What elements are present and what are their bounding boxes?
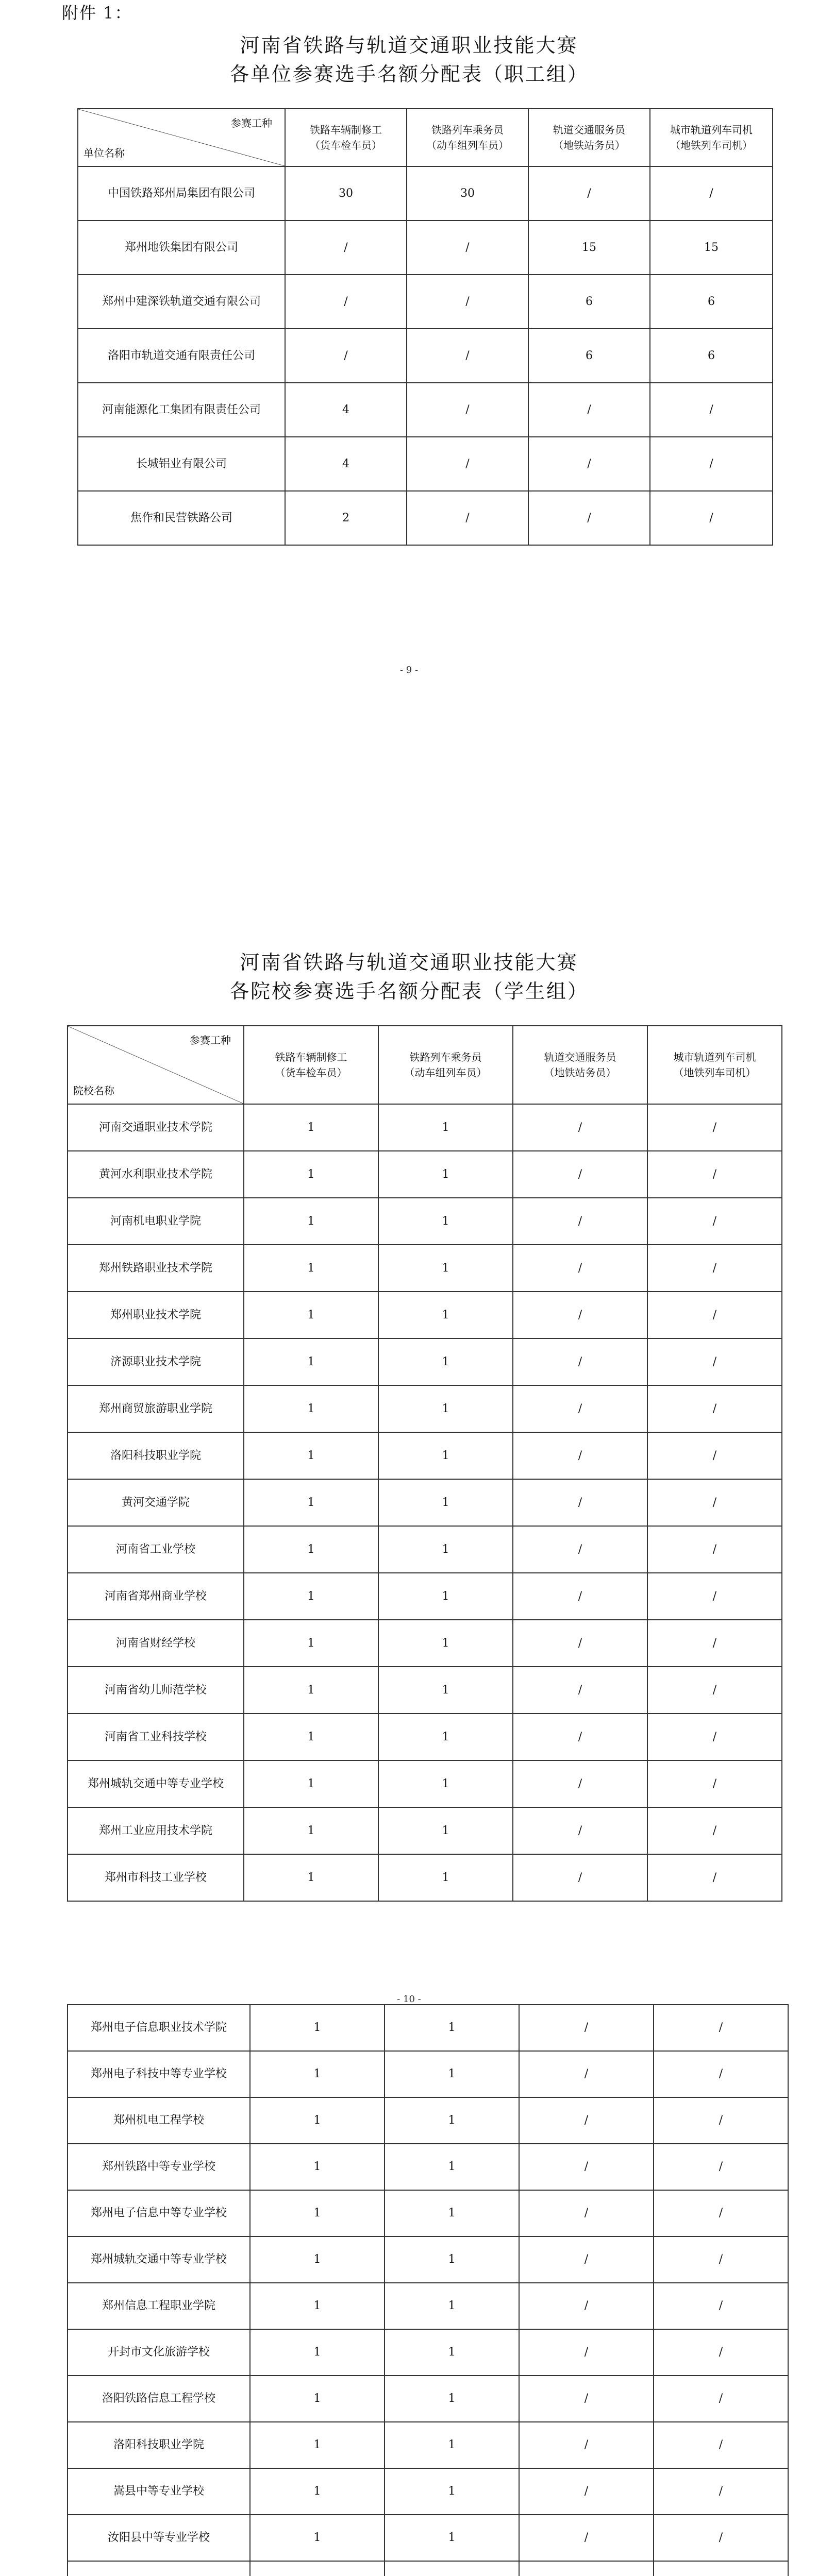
table-row: [68, 2190, 788, 2236]
table-row: [68, 2561, 788, 2576]
org-name-cell: 河南能源化工集团有限责任公司: [78, 383, 285, 437]
quota-cell: /: [650, 437, 773, 491]
org-name-cell: 郑州商贸旅游职业学院: [68, 1385, 244, 1432]
column-header: [650, 109, 773, 166]
quota-cell: /: [647, 1667, 782, 1714]
table-row: [68, 2376, 788, 2422]
quota-cell: 1: [244, 1245, 378, 1292]
quota-cell: /: [654, 2005, 788, 2051]
quota-cell: /: [513, 1526, 647, 1573]
quota-cell: 1: [250, 2283, 385, 2329]
table-row: [78, 329, 773, 383]
quota-cell: 1: [385, 2144, 519, 2190]
column-header: [407, 109, 528, 166]
quota-cell: /: [654, 2051, 788, 2097]
quota-cell: /: [654, 2236, 788, 2283]
quota-cell: /: [647, 1432, 782, 1479]
quota-cell: 1: [250, 2144, 385, 2190]
quota-cell: /: [407, 437, 528, 491]
quota-cell: 1: [385, 2283, 519, 2329]
quota-cell: 30: [285, 166, 407, 221]
quota-cell: /: [513, 1198, 647, 1245]
quota-cell: [519, 2561, 654, 2576]
table-row: [68, 1854, 782, 1901]
org-name-cell: 河南省财经学校: [68, 1620, 244, 1667]
table-row: [68, 2422, 788, 2468]
column-header-name: 铁路列车乘务员: [409, 1051, 482, 1063]
quota-cell: 1: [244, 1432, 378, 1479]
quota-cell: /: [513, 1151, 647, 1198]
staff-title-line1: 河南省铁路与轨道交通职业技能大赛: [240, 34, 578, 57]
quota-cell: /: [650, 166, 773, 221]
org-name-cell: 河南机电职业学院: [68, 1198, 244, 1245]
quota-cell: /: [513, 1620, 647, 1667]
table-row: [68, 2144, 788, 2190]
column-header-name: 轨道交通服务员: [553, 124, 625, 136]
quota-cell: 1: [244, 1479, 378, 1526]
org-name-cell: 郑州机电工程学校: [68, 2097, 250, 2144]
quota-cell: 6: [650, 329, 773, 383]
org-name-cell: 黄河水利职业技术学院: [68, 1151, 244, 1198]
quota-cell: /: [647, 1573, 782, 1620]
org-name-cell: 郑州城轨交通中等专业学校: [68, 2236, 250, 2283]
quota-cell: /: [528, 437, 650, 491]
table-row: [68, 1479, 782, 1526]
table-row: [68, 1573, 782, 1620]
quota-cell: 1: [378, 1292, 513, 1338]
quota-cell: 6: [650, 275, 773, 329]
quota-cell: /: [528, 166, 650, 221]
corner-cell: [78, 109, 285, 166]
quota-cell: 1: [244, 1807, 378, 1854]
org-name-cell: 中国铁路郑州局集团有限公司: [78, 166, 285, 221]
student-allocation-table-part2: [67, 2004, 789, 2576]
quota-cell: 1: [378, 1807, 513, 1854]
quota-cell: 1: [244, 1760, 378, 1807]
table-row: [68, 1198, 782, 1245]
quota-cell: /: [654, 2144, 788, 2190]
table-row: [78, 221, 773, 275]
table-row: [68, 1432, 782, 1479]
quota-cell: /: [528, 491, 650, 545]
org-name-cell: 焦作和民营铁路公司: [78, 491, 285, 545]
quota-cell: /: [654, 2190, 788, 2236]
quota-cell: /: [519, 2468, 654, 2515]
quota-cell: 1: [385, 2005, 519, 2051]
quota-cell: [654, 2561, 788, 2576]
quota-cell: 4: [285, 437, 407, 491]
table-row: [78, 491, 773, 545]
quota-cell: /: [513, 1807, 647, 1854]
org-name-cell: 郑州铁路中等专业学校: [68, 2144, 250, 2190]
corner-top-label: 参赛工种: [231, 117, 272, 129]
quota-cell: 1: [385, 2190, 519, 2236]
quota-cell: 4: [285, 383, 407, 437]
quota-cell: /: [654, 2422, 788, 2468]
org-name-cell: 洛阳铁路信息工程学校: [68, 2376, 250, 2422]
quota-cell: /: [519, 2051, 654, 2097]
table-row: [68, 1338, 782, 1385]
table-row: [68, 1714, 782, 1760]
staff-title: [0, 31, 818, 89]
quota-cell: 1: [385, 2051, 519, 2097]
quota-cell: 1: [378, 1245, 513, 1292]
table-row: [78, 437, 773, 491]
column-header: [244, 1026, 378, 1104]
quota-cell: 1: [385, 2468, 519, 2515]
quota-cell: /: [647, 1760, 782, 1807]
quota-cell: 1: [244, 1104, 378, 1151]
quota-cell: 1: [378, 1198, 513, 1245]
quota-cell: /: [647, 1385, 782, 1432]
quota-cell: 1: [244, 1385, 378, 1432]
org-name-cell: 洛阳科技职业学院: [68, 1432, 244, 1479]
quota-cell: /: [647, 1854, 782, 1901]
table-row: [68, 1245, 782, 1292]
org-name-cell: 济源职业技术学院: [68, 1338, 244, 1385]
table-row: [68, 2515, 788, 2561]
org-name-cell: 汝阳县中等专业学校: [68, 2515, 250, 2561]
staff-allocation-table: [77, 108, 773, 546]
column-header-name: 城市轨道列车司机: [673, 1051, 756, 1063]
quota-cell: 1: [385, 2422, 519, 2468]
quota-cell: 1: [244, 1714, 378, 1760]
org-name-cell: 郑州电子信息中等专业学校: [68, 2190, 250, 2236]
org-name-cell: 郑州铁路职业技术学院: [68, 1245, 244, 1292]
quota-cell: 6: [528, 329, 650, 383]
table-row: [78, 275, 773, 329]
quota-cell: /: [513, 1854, 647, 1901]
quota-cell: /: [650, 491, 773, 545]
quota-cell: [250, 2561, 385, 2576]
table-row: [78, 383, 773, 437]
quota-cell: /: [647, 1151, 782, 1198]
quota-cell: 1: [385, 2515, 519, 2561]
column-header-name: 铁路车辆制修工: [310, 124, 382, 136]
table-row: [68, 1807, 782, 1854]
org-name-cell: 郑州中建深铁轨道交通有限公司: [78, 275, 285, 329]
table-row: [68, 2236, 788, 2283]
quota-cell: 1: [378, 1104, 513, 1151]
quota-cell: /: [519, 2515, 654, 2561]
quota-cell: 1: [378, 1714, 513, 1760]
quota-cell: /: [647, 1338, 782, 1385]
column-header: [647, 1026, 782, 1104]
header-row: [78, 109, 773, 166]
quota-cell: /: [513, 1667, 647, 1714]
quota-cell: /: [650, 383, 773, 437]
org-name-cell: 郑州市科技工业学校: [68, 1854, 244, 1901]
org-name-cell: 黄河交通学院: [68, 1479, 244, 1526]
quota-cell: /: [513, 1760, 647, 1807]
quota-cell: 1: [244, 1620, 378, 1667]
column-header-name: 铁路列车乘务员: [431, 124, 504, 136]
quota-cell: 1: [385, 2236, 519, 2283]
quota-cell: /: [654, 2515, 788, 2561]
org-name-cell: 洛阳科技职业学院: [68, 2422, 250, 2468]
column-header: [285, 109, 407, 166]
quota-cell: /: [513, 1479, 647, 1526]
student-title-line2: 各院校参赛选手名额分配表（学生组）: [229, 980, 589, 1003]
quota-cell: /: [513, 1385, 647, 1432]
column-header-sub: （货车检车员）: [310, 139, 382, 151]
quota-cell: 2: [285, 491, 407, 545]
quota-cell: 1: [378, 1385, 513, 1432]
table-row: [68, 1760, 782, 1807]
quota-cell: /: [519, 2283, 654, 2329]
corner-bottom-label: 院校名称: [73, 1084, 114, 1097]
quota-cell: 1: [244, 1292, 378, 1338]
quota-cell: /: [285, 221, 407, 275]
quota-cell: /: [519, 2329, 654, 2376]
quota-cell: /: [513, 1573, 647, 1620]
quota-cell: 15: [528, 221, 650, 275]
quota-cell: [385, 2561, 519, 2576]
column-header-name: 铁路车辆制修工: [275, 1051, 347, 1063]
quota-cell: 1: [378, 1151, 513, 1198]
quota-cell: /: [285, 329, 407, 383]
quota-cell: 1: [378, 1667, 513, 1714]
org-name-cell: 洛阳市轨道交通有限责任公司: [78, 329, 285, 383]
corner-bottom-label: 单位名称: [84, 147, 125, 159]
org-name-cell: 郑州电子信息职业技术学院: [68, 2005, 250, 2051]
quota-cell: /: [513, 1245, 647, 1292]
org-name-cell: 河南省工业学校: [68, 1526, 244, 1573]
column-header: [378, 1026, 513, 1104]
quota-cell: /: [654, 2097, 788, 2144]
quota-cell: 1: [244, 1198, 378, 1245]
quota-cell: /: [647, 1526, 782, 1573]
quota-cell: /: [647, 1104, 782, 1151]
quota-cell: 1: [250, 2051, 385, 2097]
quota-cell: /: [407, 275, 528, 329]
column-header-sub: （地铁列车司机）: [670, 139, 753, 151]
quota-cell: /: [647, 1620, 782, 1667]
column-header-sub: （动车组列车员）: [404, 1066, 487, 1079]
table-row: [78, 166, 773, 221]
org-name-cell: 郑州城轨交通中等专业学校: [68, 1760, 244, 1807]
quota-cell: /: [647, 1198, 782, 1245]
quota-cell: 15: [650, 221, 773, 275]
table-row: [68, 2468, 788, 2515]
table-row: [68, 2283, 788, 2329]
quota-cell: /: [647, 1292, 782, 1338]
quota-cell: 1: [244, 1854, 378, 1901]
table-row: [68, 2097, 788, 2144]
org-name-cell: 河南省幼儿师范学校: [68, 1667, 244, 1714]
column-header-name: 轨道交通服务员: [544, 1051, 616, 1063]
quota-cell: 1: [385, 2376, 519, 2422]
column-header-sub: （地铁站务员）: [544, 1066, 616, 1079]
quota-cell: /: [407, 221, 528, 275]
org-name-cell: 郑州职业技术学院: [68, 1292, 244, 1338]
quota-cell: /: [654, 2376, 788, 2422]
corner-top-label: 参赛工种: [190, 1034, 231, 1046]
quota-cell: 1: [250, 2097, 385, 2144]
table-row: [68, 1620, 782, 1667]
quota-cell: /: [519, 2005, 654, 2051]
column-header-sub: （地铁站务员）: [553, 139, 625, 151]
quota-cell: /: [647, 1807, 782, 1854]
page-number: - 9 -: [399, 665, 419, 675]
quota-cell: 1: [250, 2468, 385, 2515]
quota-cell: 1: [378, 1573, 513, 1620]
quota-cell: /: [654, 2283, 788, 2329]
quota-cell: /: [647, 1479, 782, 1526]
table-row: [68, 2329, 788, 2376]
quota-cell: /: [647, 1245, 782, 1292]
quota-cell: 1: [378, 1760, 513, 1807]
column-header-name: 城市轨道列车司机: [670, 124, 753, 136]
quota-cell: /: [647, 1714, 782, 1760]
quota-cell: /: [513, 1292, 647, 1338]
quota-cell: 1: [244, 1151, 378, 1198]
quota-cell: /: [519, 2190, 654, 2236]
org-name-cell: 开封市文化旅游学校: [68, 2329, 250, 2376]
quota-cell: /: [407, 491, 528, 545]
quota-cell: /: [519, 2144, 654, 2190]
quota-cell: 1: [244, 1667, 378, 1714]
column-header: [513, 1026, 647, 1104]
table-row: [68, 1526, 782, 1573]
quota-cell: /: [285, 275, 407, 329]
org-name-cell: [68, 2561, 250, 2576]
quota-cell: /: [519, 2376, 654, 2422]
quota-cell: /: [513, 1714, 647, 1760]
quota-cell: 1: [250, 2422, 385, 2468]
quota-cell: 1: [250, 2236, 385, 2283]
attachment-label: 附件 1：: [62, 3, 132, 23]
column-header-sub: （货车检车员）: [275, 1066, 347, 1079]
quota-cell: 1: [250, 2329, 385, 2376]
quota-cell: 1: [244, 1526, 378, 1573]
org-name-cell: 郑州地铁集团有限公司: [78, 221, 285, 275]
quota-cell: 6: [528, 275, 650, 329]
table-row: [68, 1385, 782, 1432]
column-header-sub: （动车组列车员）: [426, 139, 509, 151]
quota-cell: 1: [378, 1479, 513, 1526]
page-number: - 10 -: [397, 1994, 421, 2005]
org-name-cell: 河南省郑州商业学校: [68, 1573, 244, 1620]
org-name-cell: 河南交通职业技术学院: [68, 1104, 244, 1151]
student-allocation-table-part1: [67, 1025, 782, 1902]
quota-cell: /: [519, 2097, 654, 2144]
org-name-cell: 河南省工业科技学校: [68, 1714, 244, 1760]
quota-cell: /: [513, 1104, 647, 1151]
column-header: [528, 109, 650, 166]
table-row: [68, 2051, 788, 2097]
quota-cell: 1: [378, 1338, 513, 1385]
quota-cell: 1: [250, 2376, 385, 2422]
quota-cell: 1: [378, 1854, 513, 1901]
quota-cell: /: [654, 2468, 788, 2515]
table-row: [68, 1292, 782, 1338]
org-name-cell: 郑州工业应用技术学院: [68, 1807, 244, 1854]
quota-cell: /: [407, 383, 528, 437]
quota-cell: 1: [250, 2005, 385, 2051]
quota-cell: 1: [385, 2097, 519, 2144]
staff-title-line2: 各单位参赛选手名额分配表（职工组）: [229, 63, 589, 86]
table-row: [68, 1104, 782, 1151]
org-name-cell: 长城铝业有限公司: [78, 437, 285, 491]
quota-cell: 1: [378, 1620, 513, 1667]
quota-cell: 1: [244, 1338, 378, 1385]
column-header-sub: （地铁列车司机）: [673, 1066, 756, 1079]
quota-cell: 1: [378, 1432, 513, 1479]
org-name-cell: 郑州电子科技中等专业学校: [68, 2051, 250, 2097]
table-row: [68, 1151, 782, 1198]
header-row: [68, 1026, 782, 1104]
quota-cell: 1: [378, 1526, 513, 1573]
quota-cell: 1: [250, 2515, 385, 2561]
table-row: [68, 1667, 782, 1714]
quota-cell: /: [513, 1432, 647, 1479]
org-name-cell: 嵩县中等专业学校: [68, 2468, 250, 2515]
quota-cell: 1: [244, 1573, 378, 1620]
corner-cell: [68, 1026, 244, 1104]
quota-cell: /: [407, 329, 528, 383]
student-title-line1: 河南省铁路与轨道交通职业技能大赛: [240, 951, 578, 974]
quota-cell: /: [654, 2329, 788, 2376]
quota-cell: /: [528, 383, 650, 437]
table-row: [68, 2005, 788, 2051]
quota-cell: 1: [250, 2190, 385, 2236]
quota-cell: /: [513, 1338, 647, 1385]
student-title: [0, 948, 818, 1006]
quota-cell: /: [519, 2422, 654, 2468]
quota-cell: /: [519, 2236, 654, 2283]
quota-cell: 30: [407, 166, 528, 221]
org-name-cell: 郑州信息工程职业学院: [68, 2283, 250, 2329]
quota-cell: 1: [385, 2329, 519, 2376]
